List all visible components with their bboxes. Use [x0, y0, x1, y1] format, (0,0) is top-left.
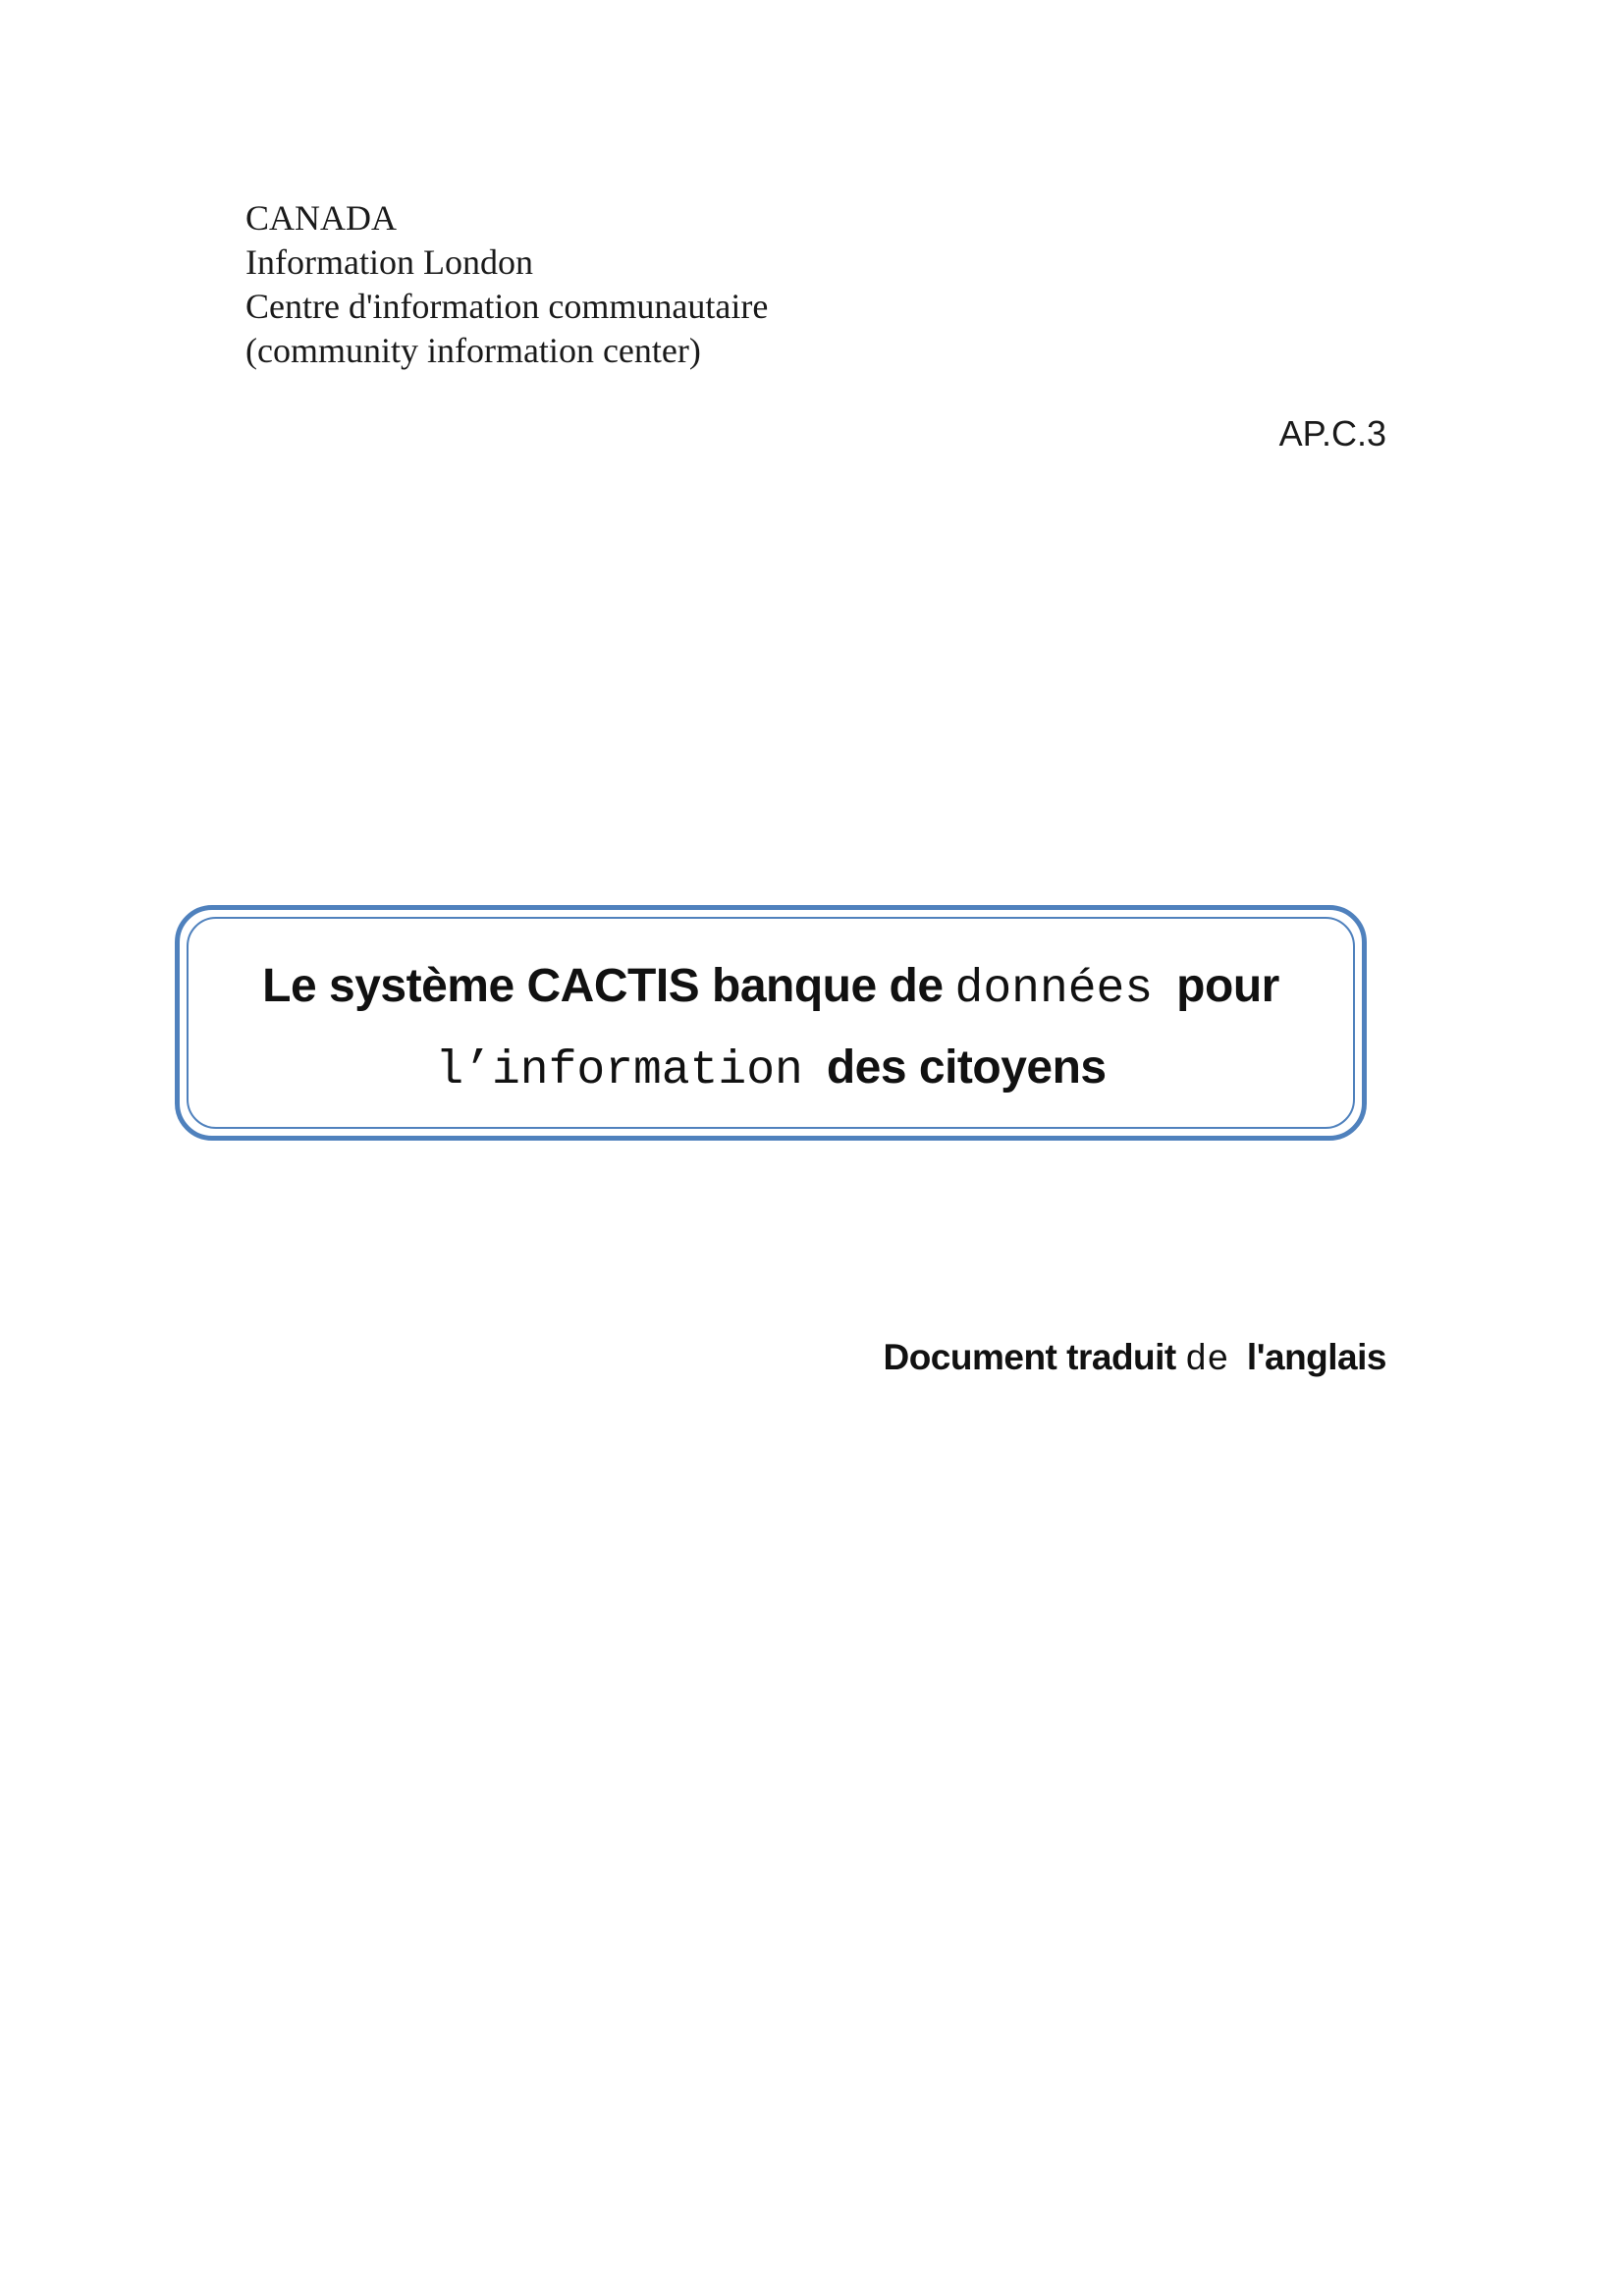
title-line-1-part-3: pour	[1176, 960, 1279, 1012]
centre-french-line: Centre d'information communautaire	[245, 287, 769, 326]
title-line-1-part-1: Le système CACTIS banque de	[262, 960, 944, 1012]
translation-note-part-3: l'anglais	[1246, 1337, 1386, 1377]
reference-code: AP.C.3	[1278, 413, 1386, 454]
translation-note-part-1: Document traduit	[883, 1337, 1176, 1377]
country-line: CANADA	[245, 198, 398, 238]
centre-english-line: (community information center)	[245, 331, 701, 370]
translation-note	[883, 1335, 1386, 1383]
organization-header	[245, 196, 768, 373]
title-line-2-part-1: l’information	[435, 1044, 803, 1097]
title-line-1-part-2: données	[954, 963, 1154, 1016]
title-box	[175, 905, 1367, 1141]
title-line-1	[180, 947, 1362, 1029]
title-line-2-part-2: des citoyens	[826, 1041, 1107, 1094]
organization-line: Information London	[245, 242, 533, 282]
document-title	[180, 947, 1362, 1110]
title-line-2	[180, 1029, 1362, 1110]
translation-note-part-2: de	[1185, 1340, 1229, 1381]
